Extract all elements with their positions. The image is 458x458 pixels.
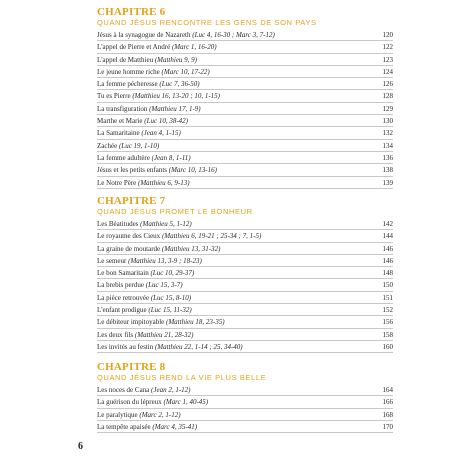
entry-page-number: 168 xyxy=(382,410,393,419)
toc-entry xyxy=(97,230,393,242)
entry-reference: (Marc 2, 1-12) xyxy=(139,410,181,419)
toc-entry xyxy=(97,396,393,408)
entry-name: La femme pécheresse xyxy=(97,80,158,89)
entry-name: Les noces de Cana xyxy=(97,386,150,394)
entry-name: La graine de moutarde xyxy=(97,244,161,253)
entry-list xyxy=(97,29,393,189)
entry-reference: (Matthieu 6, 19-21 ; 25-34 ; 7, 1-5) xyxy=(161,232,262,241)
entry-name: Le semeur xyxy=(97,256,127,265)
chapter-title: CHAPITRE 6 xyxy=(97,6,166,18)
entry-title xyxy=(97,330,379,340)
entry-name: Les invités au festin xyxy=(97,342,154,351)
chapter-subtitle: QUAND JÉSUS REND LA VIE PLUS BELLE xyxy=(97,373,267,382)
chapter-6 xyxy=(97,6,393,189)
entry-page-number: 158 xyxy=(382,330,393,339)
entry-name: La tempête apaisée xyxy=(97,422,151,431)
entry-name: La guérison du lépreux xyxy=(97,398,162,407)
toc-entry xyxy=(97,304,393,316)
toc-entry xyxy=(97,177,393,189)
toc-entry xyxy=(97,90,393,102)
toc-entry xyxy=(97,316,393,328)
entry-page-number: 138 xyxy=(382,166,393,175)
entry-title xyxy=(97,422,379,432)
entry-name: L'appel de Pierre et André xyxy=(97,43,171,52)
entry-name: Les deux fils xyxy=(97,330,134,339)
entry-name: Le débiteur impitoyable xyxy=(97,318,165,327)
entry-reference: (Luc 15, 11-32) xyxy=(148,306,192,315)
chapter-subtitle: QUAND JÉSUS PROMET LE BONHEUR xyxy=(97,207,253,216)
entry-title xyxy=(97,231,379,241)
entry-reference: (Marc 10, 17-22) xyxy=(161,67,210,76)
entry-name: Jésus à la synagogue de Nazareth xyxy=(97,31,191,39)
entry-reference: (Matthieu 9, 9) xyxy=(154,55,198,64)
toc-entry xyxy=(97,152,393,164)
entry-reference: (Luc 10, 29-37) xyxy=(150,269,195,278)
entry-page-number: 156 xyxy=(382,318,393,327)
entry-name: L'appel de Matthieu xyxy=(97,55,154,64)
entry-page-number: 160 xyxy=(382,342,393,351)
entry-reference: (Luc 4, 16-30 ; Marc 3, 7-12) xyxy=(192,31,275,39)
toc-entry xyxy=(97,267,393,279)
entry-reference: (Marc 4, 35-41) xyxy=(152,422,198,431)
entry-title xyxy=(97,268,379,278)
entry-name: Les Béatitudes xyxy=(97,220,139,228)
toc-entry xyxy=(97,127,393,139)
toc-entry xyxy=(97,243,393,255)
toc-entry xyxy=(97,409,393,421)
entry-reference: (Luc 15, 3-7) xyxy=(145,281,183,290)
entry-title xyxy=(97,128,379,138)
entry-name: Zachée xyxy=(97,141,118,150)
entry-title xyxy=(97,104,379,114)
toc-entry xyxy=(97,292,393,304)
entry-page-number: 130 xyxy=(382,117,393,126)
entry-title xyxy=(97,79,379,89)
entry-list xyxy=(97,218,393,353)
entry-reference: (Jean 8, 1-11) xyxy=(151,153,191,162)
entry-reference: (Luc 7, 36-50) xyxy=(159,80,200,89)
toc-entry xyxy=(97,66,393,78)
entry-name: Le royaume des Cieux xyxy=(97,232,161,241)
entry-title xyxy=(97,219,379,229)
entry-page-number: 124 xyxy=(382,67,393,76)
entry-title xyxy=(97,244,379,254)
entry-name: La transfiguration xyxy=(97,104,148,113)
entry-page-number: 134 xyxy=(382,141,393,150)
entry-title xyxy=(97,178,379,188)
entry-title xyxy=(97,410,379,420)
entry-name: Marthe et Marie xyxy=(97,117,143,126)
entry-name: La pièce retrouvée xyxy=(97,293,150,302)
entry-reference: (Luc 10, 38-42) xyxy=(144,117,188,126)
entry-page-number: 122 xyxy=(382,43,393,52)
entry-name: Le jeune homme riche xyxy=(97,67,160,76)
entry-page-number: 136 xyxy=(382,153,393,162)
toc-entry xyxy=(97,54,393,66)
entry-title xyxy=(97,385,379,395)
toc-entry xyxy=(97,115,393,127)
entry-reference: (Matthieu 5, 1-12) xyxy=(140,220,192,228)
entry-reference: (Marc 1, 16-20) xyxy=(171,43,217,52)
entry-reference: (Matthieu 22, 1-14 ; 25, 34-40) xyxy=(154,342,243,351)
entry-title xyxy=(97,305,379,315)
toc-entry xyxy=(97,140,393,152)
entry-reference: (Matthieu 13, 31-32) xyxy=(161,244,221,253)
entry-page-number: 164 xyxy=(382,386,393,394)
entry-title xyxy=(97,141,379,151)
toc-entry xyxy=(97,164,393,176)
entry-reference: (Matthieu 16, 13-20 ; 10, 1-15) xyxy=(132,92,221,101)
entry-page-number: 144 xyxy=(382,232,393,241)
entry-page-number: 139 xyxy=(382,178,393,187)
entry-name: Jésus et les petits enfants xyxy=(97,166,167,175)
entry-name: Le Notre Père xyxy=(97,178,137,187)
entry-name: La brebis perdue xyxy=(97,281,145,290)
entry-title xyxy=(97,42,379,52)
entry-reference: (Luc 19, 1-10) xyxy=(118,141,160,150)
entry-reference: (Matthieu 18, 23-35) xyxy=(166,318,225,327)
entry-title xyxy=(97,55,379,65)
chapter-subtitle: QUAND JÉSUS RENCONTRE LES GENS DE SON PAYS xyxy=(97,18,317,27)
entry-title xyxy=(97,317,379,327)
entry-title xyxy=(97,256,379,266)
entry-title xyxy=(97,280,379,290)
entry-reference: (Luc 15, 8-10) xyxy=(150,293,192,302)
entry-page-number: 132 xyxy=(382,129,393,138)
toc-entry xyxy=(97,384,393,396)
toc-entry xyxy=(97,255,393,267)
chapter-title: CHAPITRE 7 xyxy=(97,195,166,207)
toc-entry xyxy=(97,103,393,115)
entry-title xyxy=(97,397,379,407)
entry-page-number: 166 xyxy=(382,398,393,407)
entry-name: Le paralytique xyxy=(97,410,138,419)
entry-page-number: 170 xyxy=(382,422,393,431)
toc-entry xyxy=(97,41,393,53)
entry-page-number: 129 xyxy=(382,104,393,113)
toc-entry xyxy=(97,279,393,291)
toc-entry xyxy=(97,29,393,41)
entry-reference: (Matthieu 21, 28-32) xyxy=(134,330,194,339)
entry-reference: (Jean 4, 1-15) xyxy=(141,129,181,138)
entry-reference: (Matthieu 6, 9-13) xyxy=(138,178,190,187)
entry-title xyxy=(97,67,379,77)
entry-title xyxy=(97,342,379,352)
toc-entry xyxy=(97,329,393,341)
entry-page-number: 150 xyxy=(382,281,393,290)
entry-title xyxy=(97,30,379,40)
entry-page-number: 146 xyxy=(382,256,393,265)
entry-name: L'enfant prodigue xyxy=(97,306,147,315)
toc-entry xyxy=(97,78,393,90)
page-number: 6 xyxy=(78,441,83,452)
toc-entry xyxy=(97,341,393,353)
entry-page-number: 123 xyxy=(382,55,393,64)
toc-entry xyxy=(97,421,393,433)
entry-page-number: 146 xyxy=(382,244,393,253)
entry-page-number: 120 xyxy=(382,31,393,39)
chapter-8 xyxy=(97,361,393,433)
entry-page-number: 126 xyxy=(382,80,393,89)
entry-name: Tu es Pierre xyxy=(97,92,131,101)
entry-reference: (Matthieu 17, 1-9) xyxy=(149,104,201,113)
entry-page-number: 151 xyxy=(382,293,393,302)
entry-title xyxy=(97,91,379,101)
chapter-title: CHAPITRE 8 xyxy=(97,361,166,373)
entry-reference: (Marc 10, 13-16) xyxy=(168,166,217,175)
entry-title xyxy=(97,165,379,175)
toc-entry xyxy=(97,218,393,230)
entry-name: La Samaritaine xyxy=(97,129,140,138)
entry-page-number: 152 xyxy=(382,306,393,315)
entry-name: Le bon Samaritain xyxy=(97,269,149,278)
entry-reference: (Jean 2, 1-12) xyxy=(151,386,191,394)
entry-title xyxy=(97,293,379,303)
entry-page-number: 128 xyxy=(382,92,393,101)
entry-reference: (Matthieu 13, 3-9 ; 18-23) xyxy=(128,256,202,265)
entry-page-number: 142 xyxy=(382,220,393,228)
entry-page-number: 148 xyxy=(382,269,393,278)
entry-title xyxy=(97,116,379,126)
entry-title xyxy=(97,153,379,163)
chapter-7 xyxy=(97,195,393,353)
entry-reference: (Marc 1, 40-45) xyxy=(163,398,209,407)
entry-list xyxy=(97,384,393,433)
entry-name: La femme adultère xyxy=(97,153,150,162)
